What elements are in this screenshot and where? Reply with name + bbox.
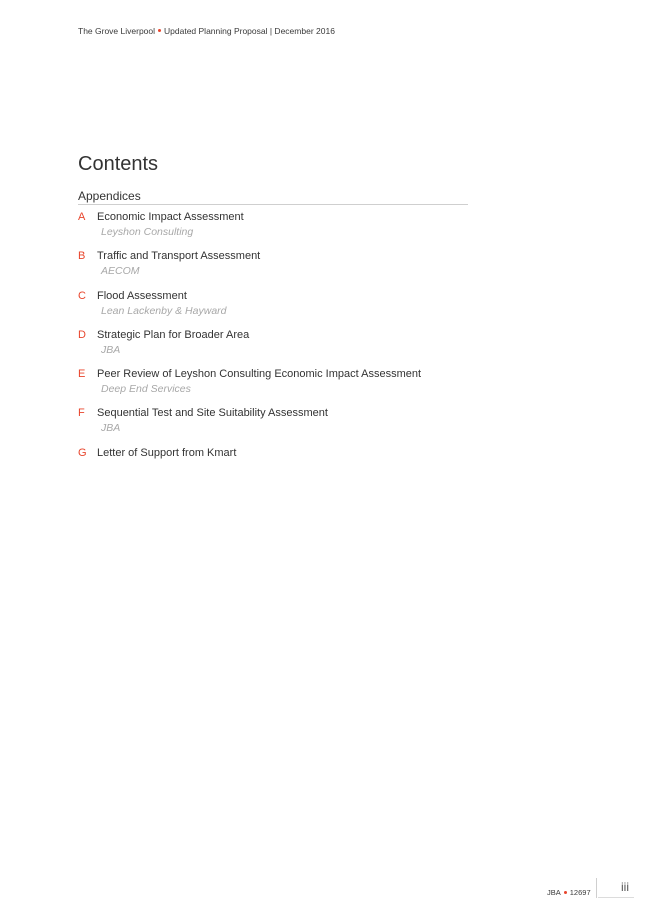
appendix-letter: G xyxy=(78,446,87,459)
appendix-entry-d[interactable] xyxy=(78,329,478,368)
footer-reference xyxy=(547,888,591,897)
footer-job-number: 12697 xyxy=(569,888,591,897)
appendix-author: Leyshon Consulting xyxy=(101,226,194,238)
appendix-letter: F xyxy=(78,407,85,420)
appendix-author: JBA xyxy=(101,422,121,435)
appendix-title[interactable]: Economic Impact Assessment xyxy=(97,211,244,223)
bullet-separator xyxy=(158,29,161,32)
appendix-title[interactable]: Letter of Support from Kmart xyxy=(97,446,237,459)
page-number: iii xyxy=(621,880,629,894)
appendix-title[interactable]: Sequential Test and Site Suitability Assessment xyxy=(97,407,328,420)
appendix-author: AECOM xyxy=(101,265,140,278)
appendix-author: JBA xyxy=(101,343,121,356)
appendix-title[interactable]: Traffic and Transport Assessment xyxy=(97,250,261,263)
appendix-entry-f[interactable] xyxy=(78,407,478,446)
appendix-entry-e[interactable] xyxy=(78,368,478,407)
appendix-entry-b[interactable] xyxy=(78,250,478,289)
appendix-letter: B xyxy=(78,250,86,263)
running-header xyxy=(78,26,335,36)
appendix-title[interactable]: Strategic Plan for Broader Area xyxy=(97,328,250,341)
appendix-letter: E xyxy=(78,368,86,381)
appendix-entry-a[interactable] xyxy=(78,211,478,250)
footer-company: JBA xyxy=(547,888,561,897)
appendix-letter: C xyxy=(78,289,86,302)
bullet-separator xyxy=(564,891,567,894)
appendix-entry-g[interactable] xyxy=(78,447,478,486)
appendix-entry-c[interactable] xyxy=(78,290,478,329)
header-document: Updated Planning Proposal | December 2016 xyxy=(164,26,335,36)
page-title: Contents xyxy=(78,153,159,175)
appendix-letter: D xyxy=(78,328,86,341)
footer-rule xyxy=(598,897,634,898)
footer-divider xyxy=(596,878,597,898)
section-heading-appendices: Appendices xyxy=(78,189,468,205)
header-project: The Grove Liverpool xyxy=(78,26,156,36)
appendix-letter: A xyxy=(78,211,86,223)
appendix-author: Lean Lackenby & Hayward xyxy=(101,304,227,317)
appendix-author: Deep End Services xyxy=(101,383,191,396)
appendix-list xyxy=(78,211,478,486)
appendix-title[interactable]: Peer Review of Leyshon Consulting Economic Impact Assessment xyxy=(97,368,422,381)
appendix-title[interactable]: Flood Assessment xyxy=(97,289,187,302)
